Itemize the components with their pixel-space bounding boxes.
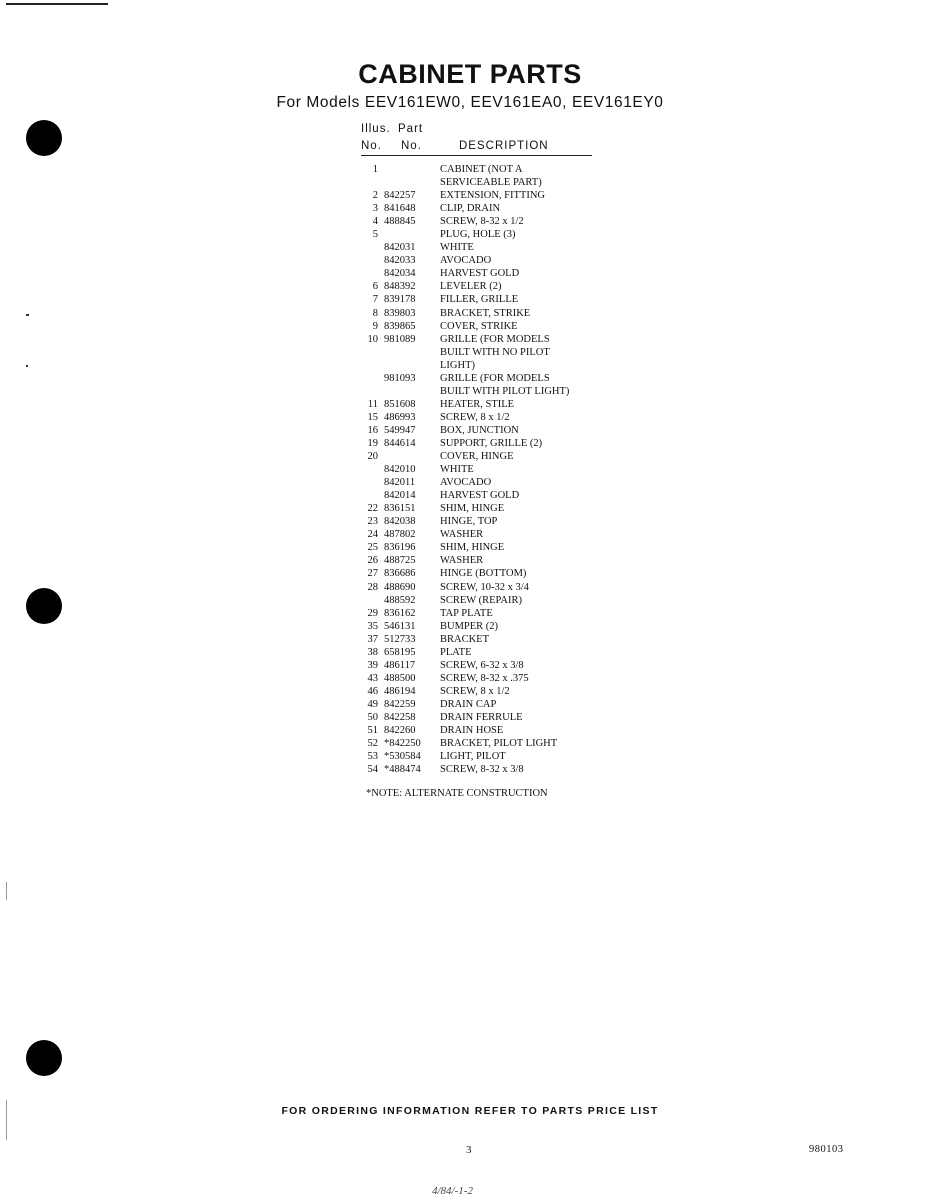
description-cell: SCREW, 8-32 x .375 [440,672,529,684]
description-cell: SHIM, HINGE [440,503,505,515]
part-no-cell: 836151 [384,503,416,515]
part-no-cell: 549947 [384,424,416,436]
part-no-cell: 851608 [384,398,416,410]
illus-no-header: No. [361,140,382,152]
part-no-header: No. [401,140,422,152]
part-no-cell: 842257 [384,190,416,202]
illus-no-cell: 54 [367,764,378,776]
description-cell: DRAIN CAP [440,698,497,710]
table-row [0,554,940,567]
description-cell: SCREW, 10-32 x 3/4 [440,581,529,593]
table-row [0,437,940,450]
illus-no-cell: 49 [367,698,378,710]
part-no-cell: 842033 [384,255,416,267]
table-row [0,633,940,646]
illus-no-cell: 50 [367,711,378,723]
description-cell: SUPPORT, GRILLE (2) [440,437,543,449]
table-row [0,202,940,215]
description-cell: HEATER, STILE [440,398,515,410]
part-no-cell: 842031 [384,242,416,254]
table-row [0,307,940,320]
part-no-cell: 836162 [384,607,416,619]
description-cell: LIGHT, PILOT [440,751,506,763]
table-row [0,463,940,476]
description-cell: FILLER, GRILLE [440,294,519,306]
illus-no-cell: 38 [367,646,378,658]
table-row [0,398,940,411]
illus-no-cell: 6 [372,281,378,293]
part-no-cell: 848392 [384,281,416,293]
table-row [0,228,940,241]
description-cell: WASHER [440,529,484,541]
table-row [0,711,940,724]
description-cell: DRAIN HOSE [440,725,504,737]
parts-table [0,163,940,776]
description-cell: HINGE, TOP [440,516,498,528]
illus-no-cell: 11 [367,398,378,410]
description-cell: BUILT WITH NO PILOT [440,346,550,358]
table-row [0,280,940,293]
binder-hole-icon [26,1040,62,1076]
description-cell: CABINET (NOT A [440,164,523,175]
table-row [0,489,940,502]
table-row [0,359,940,372]
part-no-cell: 546131 [384,620,416,632]
illus-no-cell: 22 [367,503,378,515]
description-cell: SCREW (REPAIR) [440,594,522,606]
part-no-cell: 658195 [384,646,416,658]
handwritten-mark: 4/84/-1-2 [432,1185,473,1197]
table-row [0,581,940,594]
description-cell: HARVEST GOLD [440,268,520,280]
part-no-cell: 839178 [384,294,416,306]
part-no-cell: 486194 [384,685,416,697]
part-no-cell: 836686 [384,568,416,580]
illus-no-cell: 43 [367,672,378,684]
illus-no-cell: 53 [367,751,378,763]
description-cell: LEVELER (2) [440,281,502,293]
scan-speck [6,882,7,900]
description-cell: SCREW, 8-32 x 3/8 [440,764,524,776]
page-title: CABINET PARTS [358,59,582,89]
illus-no-cell: 23 [367,516,378,528]
description-cell: BUILT WITH PILOT LIGHT) [440,385,570,397]
table-row [0,659,940,672]
table-row [0,541,940,554]
description-cell: CLIP, DRAIN [440,203,501,215]
part-no-cell: 488845 [384,216,416,228]
table-row [0,672,940,685]
illus-no-cell: 52 [367,738,378,750]
part-no-cell: 836196 [384,542,416,554]
table-row [0,685,940,698]
ordering-info: FOR ORDERING INFORMATION REFER TO PARTS PRICE LIST [281,1105,659,1117]
table-row [0,607,940,620]
description-cell: WHITE [440,242,474,254]
part-no-cell: 839803 [384,307,416,319]
description-cell: COVER, STRIKE [440,320,518,332]
page-number: 3 [466,1144,472,1156]
part-no-cell: 844614 [384,437,416,449]
table-row [0,320,940,333]
description-cell: AVOCADO [440,255,492,267]
part-no-cell: 488690 [384,581,416,593]
table-row [0,333,940,346]
description-cell: PLUG, HOLE (3) [440,229,516,241]
part-no-cell: 486117 [384,659,416,671]
table-row [0,502,940,515]
description-cell: BUMPER (2) [440,620,499,632]
illus-no-cell: 1 [372,164,378,175]
description-header: DESCRIPTION [459,140,549,152]
part-no-cell: 842014 [384,490,416,502]
illus-no-cell: 27 [367,568,378,580]
illus-no-cell: 8 [372,307,378,319]
table-row [0,763,940,776]
table-row [0,346,940,359]
part-no-cell: 512733 [384,633,416,645]
table-row [0,515,940,528]
description-cell: SHIM, HINGE [440,542,505,554]
description-cell: SCREW, 8-32 x 1/2 [440,216,524,228]
description-cell: WASHER [440,555,484,567]
illus-no-cell: 37 [367,633,378,645]
table-row [0,163,940,176]
illus-no-cell: 51 [367,725,378,737]
illus-no-cell: 26 [367,555,378,567]
part-header-top: Part [398,123,424,135]
table-row [0,424,940,437]
description-cell: PLATE [440,646,472,658]
table-row [0,254,940,267]
illus-header-top: Illus. [361,123,391,135]
illus-no-cell: 5 [372,229,378,241]
illus-no-cell: 35 [367,620,378,632]
illus-no-cell: 46 [367,685,378,697]
table-row [0,567,940,580]
description-cell: WHITE [440,464,474,476]
description-cell: SCREW, 8 x 1/2 [440,411,510,423]
illus-no-cell: 9 [372,320,378,332]
part-no-cell: 487802 [384,529,416,541]
part-no-cell: *842250 [384,738,421,750]
description-cell: TAP PLATE [440,607,493,619]
table-row [0,450,940,463]
table-row [0,528,940,541]
table-row [0,594,940,607]
description-cell: COVER, HINGE [440,451,514,463]
description-cell: GRILLE (FOR MODELS [440,333,550,345]
description-cell: GRILLE (FOR MODELS [440,372,550,384]
header-rule [361,155,592,156]
document-number: 980103 [809,1144,844,1155]
illus-no-cell: 29 [367,607,378,619]
illus-no-cell: 15 [367,411,378,423]
part-no-cell: 842034 [384,268,416,280]
description-cell: BRACKET, PILOT LIGHT [440,738,558,750]
description-cell: AVOCADO [440,477,492,489]
description-cell: BRACKET, STRIKE [440,307,531,319]
description-cell: HINGE (BOTTOM) [440,568,527,580]
table-row [0,385,940,398]
description-cell: SCREW, 8 x 1/2 [440,685,510,697]
part-no-cell: 488592 [384,594,416,606]
illus-no-cell: 19 [367,437,378,449]
description-cell: BRACKET [440,633,490,645]
table-row [0,411,940,424]
construction-note: *NOTE: ALTERNATE CONSTRUCTION [366,788,548,799]
model-subtitle: For Models EEV161EW0, EEV161EA0, EEV161EY0 [276,94,664,111]
table-row [0,750,940,763]
part-no-cell: 842259 [384,698,416,710]
illus-no-cell: 20 [367,451,378,463]
part-no-cell: 842258 [384,711,416,723]
illus-no-cell: 16 [367,424,378,436]
part-no-cell: 839865 [384,320,416,332]
part-no-cell: 981093 [384,372,416,384]
binder-hole-icon [26,120,62,156]
table-row [0,176,940,189]
description-cell: SCREW, 6-32 x 3/8 [440,659,524,671]
illus-no-cell: 25 [367,542,378,554]
table-row [0,267,940,280]
description-cell: LIGHT) [440,359,475,371]
illus-no-cell: 2 [372,190,378,202]
table-row [0,241,940,254]
description-cell: HARVEST GOLD [440,490,520,502]
top-edge-line [6,3,108,5]
table-row [0,215,940,228]
part-no-cell: 842038 [384,516,416,528]
description-cell: BOX, JUNCTION [440,424,519,436]
description-cell: EXTENSION, FITTING [440,190,545,202]
table-row [0,646,940,659]
illus-no-cell: 4 [372,216,378,228]
table-row [0,737,940,750]
illus-no-cell: 28 [367,581,378,593]
description-cell: SERVICEABLE PART) [440,177,542,189]
part-no-cell: 488500 [384,672,416,684]
table-row [0,189,940,202]
part-no-cell: 488725 [384,555,416,567]
illus-no-cell: 3 [372,203,378,215]
part-no-cell: 486993 [384,411,416,423]
table-row [0,724,940,737]
table-row [0,372,940,385]
part-no-cell: 981089 [384,333,416,345]
illus-no-cell: 24 [367,529,378,541]
part-no-cell: *488474 [384,764,421,776]
illus-no-cell: 7 [372,294,378,306]
part-no-cell: 842010 [384,464,416,476]
description-cell: DRAIN FERRULE [440,711,523,723]
part-no-cell: 841648 [384,203,416,215]
part-no-cell: 842260 [384,725,416,737]
table-row [0,476,940,489]
illus-no-cell: 39 [367,659,378,671]
part-no-cell: *530584 [384,751,421,763]
table-row [0,620,940,633]
table-row [0,293,940,306]
table-row [0,698,940,711]
part-no-cell: 842011 [384,477,416,489]
illus-no-cell: 10 [367,333,378,345]
